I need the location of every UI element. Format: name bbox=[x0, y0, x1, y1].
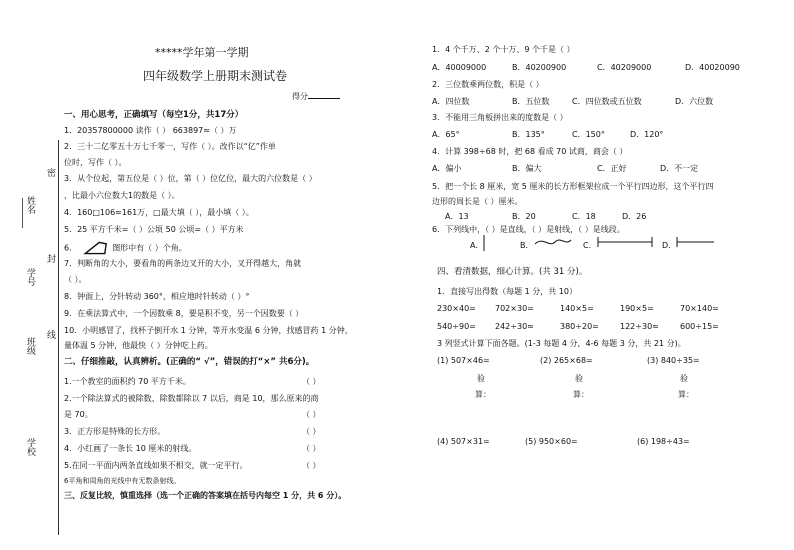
q3-opt-a[interactable]: A．65° bbox=[432, 130, 460, 139]
school-label: 学校 bbox=[25, 438, 35, 456]
q4-opt-a[interactable]: A．偏小 bbox=[432, 164, 462, 173]
section1-title: 一、用心思考，正确填写（每空1分，共17分） bbox=[64, 110, 244, 120]
ray-figure-d bbox=[674, 236, 716, 248]
s2-paren-2[interactable]: （ ） bbox=[302, 410, 321, 419]
q5-text: 5．把一个长 8 厘米，宽 5 厘米的长方形框架拉成一个平行四边形，这个平行四 bbox=[432, 182, 714, 191]
calc-r1-4: 190×5= bbox=[620, 304, 654, 313]
s1-line-7: 5．25 平方千米=（ ）公顷 50 公顷=（ ）平方米 bbox=[64, 225, 244, 234]
s2-paren-4[interactable]: （ ） bbox=[302, 444, 321, 453]
curve-figure-b bbox=[533, 236, 573, 248]
check-label-1b: 算： bbox=[475, 390, 491, 399]
s1-line-3: 位时，写作（ ）。 bbox=[64, 158, 127, 167]
vertical-calc-3: (3) 840÷35= bbox=[647, 356, 700, 365]
s2-item-2: 2.一个除法算式的被除数、除数都除以 7 以后，商是 10，那么原来的商 bbox=[64, 394, 319, 403]
q2-opt-a[interactable]: A．四位数 bbox=[432, 97, 470, 106]
vertical-calc-1: (1) 507×46= bbox=[437, 356, 490, 365]
s1-line-5: ，比最小六位数大1的数是（ ）。 bbox=[64, 191, 180, 200]
vertical-calc-5: (5) 950×60= bbox=[525, 437, 578, 446]
section3-title: 三、反复比较，慎重选择（选一个正确的答案填在括号内每空 1 分，共 6 分）。 bbox=[64, 491, 347, 500]
exam-title: 四年级数学上册期末测试卷 bbox=[143, 69, 288, 83]
vertical-calc-4: (4) 507×31= bbox=[437, 437, 490, 446]
q5-opt-c[interactable]: C．18 bbox=[572, 212, 596, 221]
q4-opt-b[interactable]: B．偏大 bbox=[512, 164, 542, 173]
q1-opt-d[interactable]: D．40020090 bbox=[685, 63, 740, 72]
binding-mark-feng: 封 bbox=[47, 255, 57, 265]
calc-r2-4: 122÷30≈ bbox=[620, 322, 659, 331]
q4-text: 4．计算 398÷68 时，把 68 看成 70 试商，商会（ ） bbox=[432, 147, 628, 156]
s2-item-6: 6平角和周角的光线中有无数条射线。 bbox=[64, 477, 181, 485]
score-label: 得分 bbox=[292, 90, 340, 101]
calc-r2-3: 380÷20= bbox=[560, 322, 599, 331]
section2-title: 二、仔细推敲，认真辨析。(正确的“ √”，错误的打“×” 共6分)。 bbox=[64, 357, 315, 367]
q3-opt-d[interactable]: D．120° bbox=[630, 130, 664, 139]
semester-title: *****学年第一学期 bbox=[155, 46, 249, 59]
q6-mark-a: A． bbox=[470, 241, 484, 250]
calc-r1-1: 230×40= bbox=[437, 304, 476, 313]
q2-opt-d[interactable]: D．六位数 bbox=[675, 97, 714, 106]
s1-line-6: 4．160□106≈161万，□最大填（ ），最小填（ ）。 bbox=[64, 208, 254, 217]
check-label-2b: 算： bbox=[573, 390, 589, 399]
q1-opt-a[interactable]: A．40009000 bbox=[432, 63, 487, 72]
id-label: 学号 bbox=[25, 268, 35, 286]
s2-paren-3[interactable]: （ ） bbox=[302, 427, 321, 436]
q3-opt-b[interactable]: B．135° bbox=[512, 130, 545, 139]
s1-line-11: 8．钟面上，分针转动 360°，相应地时针转动（ ）° bbox=[64, 292, 250, 301]
vertical-calc-6: (6) 198÷43= bbox=[637, 437, 690, 446]
s1-line-10: （ ）。 bbox=[64, 275, 87, 284]
q3-opt-c[interactable]: C．150° bbox=[572, 130, 605, 139]
s1-line-9: 7．判断角的大小，要看角的两条边叉开的大小，叉开得越大，角就 bbox=[64, 259, 302, 268]
s1-line-14: 量体温 5 分钟，他最快（ ）分钟吃上药。 bbox=[64, 341, 213, 350]
check-label-3b: 算： bbox=[678, 390, 694, 399]
s1-line-1: 1．20357800000 读作（ ） 663897≈（ ）万 bbox=[64, 126, 237, 135]
q2-text: 2．三位数乘两位数，积是（ ） bbox=[432, 80, 544, 89]
q6-text: 6．下列线中，（ ）是直线，（ ）是射线，（ ）是线段。 bbox=[432, 225, 625, 234]
calc-r2-2: 242÷30≈ bbox=[495, 322, 534, 331]
section4-title: 四、看清数据，细心计算。(共 31 分)。 bbox=[437, 267, 588, 277]
q6-mark-c: C． bbox=[583, 241, 597, 250]
s4-sub1: 1．直接写出得数（每题 1 分，共 10） bbox=[437, 287, 577, 296]
s2-item-4: 4．小红画了一条长 10 厘米的射线。 bbox=[64, 444, 197, 453]
s2-item-2b: 是 70。 bbox=[64, 410, 93, 419]
q5-opt-a[interactable]: A．13 bbox=[445, 212, 469, 221]
calc-r2-5: 600÷15= bbox=[680, 322, 719, 331]
check-label-2: 验 bbox=[575, 374, 583, 383]
name-label: 姓名 bbox=[25, 196, 35, 214]
q5-opt-b[interactable]: B．20 bbox=[512, 212, 536, 221]
s4-sub3: 3 列竖式计算下面各题。(1-3 每题 4 分，4-6 每题 3 分，共 21 分)。 bbox=[437, 339, 686, 348]
s1-line-2: 2．三十二亿零五十万七千零一，写作（ ）。改作以“亿”作单 bbox=[64, 142, 276, 151]
calc-r2-1: 540÷90= bbox=[437, 322, 476, 331]
q1-text: 1．4 个千万、2 个十万、9 个千是（ ） bbox=[432, 45, 575, 54]
s1-line-8: 6． 图形中有（ ）个角。 bbox=[64, 241, 187, 255]
segment-figure-c bbox=[595, 236, 655, 248]
q5-text-2: 边形的周长是（ ）厘米。 bbox=[432, 197, 523, 206]
s1-line-4: 3．从个位起，第五位是（ ）位，第（ ）位亿位，最大的六位数是（ ） bbox=[64, 174, 317, 183]
q1-opt-c[interactable]: C．40209000 bbox=[597, 63, 652, 72]
s2-item-1: 1.一个教室的面积约 70 平方千米。 bbox=[64, 377, 191, 386]
q5-opt-d[interactable]: D．26 bbox=[622, 212, 647, 221]
check-label-1: 验 bbox=[477, 374, 485, 383]
q3-text: 3．不能用三角板拼出来的度数是（ ） bbox=[432, 113, 568, 122]
class-label: 班级 bbox=[25, 337, 35, 355]
score-blank[interactable] bbox=[308, 90, 340, 99]
s2-item-3: 3．正方形是特殊的长方形。 bbox=[64, 427, 166, 436]
calc-r1-5: 70×140= bbox=[680, 304, 719, 313]
q4-opt-c[interactable]: C．正好 bbox=[597, 164, 627, 173]
name-line bbox=[22, 198, 23, 228]
q6-mark-b: B． bbox=[520, 241, 534, 250]
q1-opt-b[interactable]: B．40200900 bbox=[512, 63, 567, 72]
q2-opt-b[interactable]: B．五位数 bbox=[512, 97, 550, 106]
binding-line bbox=[58, 140, 59, 535]
check-label-3: 验 bbox=[680, 374, 688, 383]
binding-mark-mi: 密 bbox=[47, 169, 57, 179]
q2-opt-c[interactable]: C．四位数或五位数 bbox=[572, 97, 642, 106]
vertical-calc-2: (2) 265×68= bbox=[540, 356, 593, 365]
s1-line-12: 9．在乘法算式中，一个因数乘 8，要是积不变，另一个因数要（ ） bbox=[64, 309, 304, 318]
q6-mark-d: D． bbox=[662, 241, 677, 250]
q4-opt-d[interactable]: D．不一定 bbox=[660, 164, 699, 173]
calc-r1-2: 702×30= bbox=[495, 304, 534, 313]
s2-item-5: 5.在同一平面内两条直线如果不相交，就一定平行。 bbox=[64, 461, 248, 470]
line-figure-a bbox=[481, 234, 493, 252]
s1-line-13: 10．小明感冒了，找杯子倒开水 1 分钟，等开水变温 6 分钟，找感冒药 1 分钟， bbox=[64, 326, 353, 335]
s2-paren-1[interactable]: （ ） bbox=[302, 377, 321, 386]
s2-paren-5[interactable]: （ ） bbox=[302, 461, 321, 470]
binding-mark-xian: 线 bbox=[47, 331, 57, 341]
calc-r1-3: 140×5= bbox=[560, 304, 594, 313]
quadrilateral-figure bbox=[80, 241, 110, 255]
